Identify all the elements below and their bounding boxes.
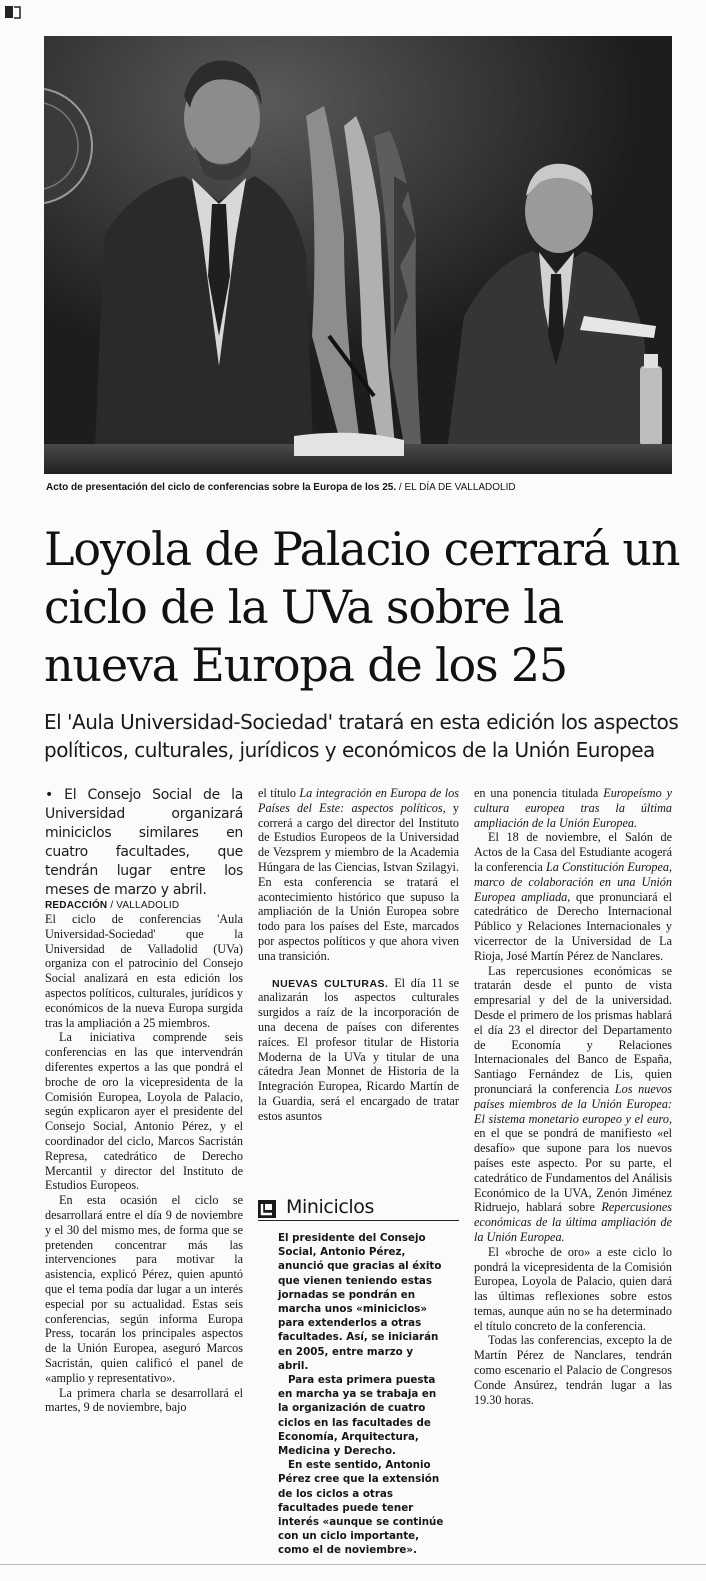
section-marker-icon — [258, 1200, 276, 1218]
news-photo — [44, 36, 672, 474]
subheadline: El 'Aula Universidad-Sociedad' tratará en esta edición los aspectos políticos, culturales, jurídicos y económicos de la Unión Europea — [44, 710, 679, 762]
body-paragraph — [474, 964, 672, 1245]
column-3 — [474, 786, 672, 1407]
summary-bullet: • El Consejo Social de la Universidad organizará miniciclos similares en cuatro facultades, que tendrán lugar entre los meses de marzo y abril. — [45, 787, 243, 898]
body-paragraph — [474, 786, 672, 830]
body-paragraph: En esta ocasión el ciclo se desarrollará entre el día 9 de noviembre y el 30 del mismo mes, de forma que se pretenden concentrar más las intervenciones para motivar la asistencia, explicó Pérez, quien apuntó que el tema podía dar lugar a un interés especial por su actualidad. Estas seis conferencias, según informa Europa Press, tocarán los principales aspectos de la Unión Europea, aseguró Marcos Sacristán, quien calificó el panel de «amplio y representativo». — [45, 1193, 243, 1385]
body-paragraph: La iniciativa comprende seis conferencias en las que intervendrán diferentes expertos a las que pondrá el broche de oro la vicepresidenta de la Comisión Europea, Loyola de Palacio, según explicaron ayer el presidente del Consejo Social, Antonio Pérez, y el coordinador del ciclo, Marcos Sacristán Represa, catedrático de Derecho Mercantil y director del Instituto de Estudios Europeos. — [45, 1030, 243, 1193]
body-paragraph: El «broche de oro» a este ciclo lo pondrá la vicepresidenta de la Comisión Europea, Loyola de Palacio, quien dará las últimas reflexiones sobre estos temas, aunque aún no se ha determinado el título concreto de la conferencia. — [474, 1244, 672, 1333]
text-run: Las repercusiones económicas se tratarán desde el punto de vista empresarial y del de la universidad. Desde el primero de los prismas hablará el día 23 el director del Departamento de Economía y Relaciones Internacionales del Banco de España, Santiago Fernández de Lis, quien pronunciará la conferencia — [474, 963, 672, 1096]
scan-mark-icon — [4, 4, 22, 20]
photo-credit: / EL DÍA DE VALLADOLID — [398, 482, 516, 493]
conference-title: Europeísmo y cultura europea tras la última ampliación de la Unión Europea. — [474, 786, 673, 830]
conference-title: La integración en Europa de los Países del Este: aspectos políticos — [258, 786, 459, 815]
sidebar-body — [258, 1231, 459, 1558]
text-run: El día 11 se analizarán los aspectos culturales surgidos a raíz de la incorporación de una decena de países con diferentes raíces. El profesor titular de Historia Moderna de la UVa y titular de una cátedra Jean Monnet de Historia de la Integración Europea, Ricardo Martín de la Guardia, será el encargado de tratar estos asuntos — [258, 975, 460, 1123]
page-bottom-rule — [0, 1564, 706, 1565]
conference-title: Los nuevos países miembros de la Unión Europea: El sistema monetario europeo y el euro — [474, 1081, 672, 1126]
text-run: , en el que se pondrá de manifiesto «el desafío» que supone para los nuevos países este aspecto. Por su parte, el catedrático de Fundamentos del Análisis Económico de la UVA, Zenón Jiménez Ridruejo, hablará sobre — [474, 1111, 672, 1215]
body-paragraph — [258, 786, 459, 964]
body-paragraph: La primera charla se desarrollará el martes, 9 de noviembre, bajo — [45, 1385, 243, 1415]
text-run: , y correrá a cargo del director del Instituto de Estudios Europeos de la Universidad de Vezsprem y miembro de la Academia Húngara de las Ciencias, Istvan Szilagyi. En esta conferencia se tratará el acontecimiento histórico que supuso la ampliación de la Unión Europea sobre todo para los países del Este, marcados por aspectos políticos y que ahora viven una transición. — [258, 800, 460, 963]
body-paragraph — [258, 976, 459, 1124]
caption-text: Acto de presentación del ciclo de conferencias sobre la Europa de los 25. — [46, 482, 397, 493]
body-paragraph — [474, 830, 672, 963]
sidebar-miniciclos — [258, 1196, 459, 1558]
section-runin: NUEVAS CULTURAS. — [272, 977, 389, 990]
byline-place: / VALLADOLID — [110, 900, 180, 911]
conference-title: Repercusiones económicas de la última ampliación de la Unión Europea. — [474, 1200, 672, 1244]
body-paragraph: El ciclo de conferencias 'Aula Universidad-Sociedad' que la Universidad de Valladolid (UVa) organiza con el patrocinio del Consejo Social analizará en esta edición los aspectos políticos, culturales, jurídicos y económicos de la nueva Europa surgida tras la ampliación a 25 miembros. — [45, 912, 243, 1030]
text-run: El 18 de noviembre, el Salón de Actos de la Casa del Estudiante acogerá la conferencia — [474, 830, 672, 874]
photo-caption — [46, 482, 686, 493]
sidebar-paragraph: En este sentido, Antonio Pérez cree que la extensión de los ciclos a otras facultades puede tener interés «aunque se continúe con un ciclo importante, como el de noviembre». — [278, 1459, 444, 1557]
text-run: en una ponencia titulada — [474, 786, 604, 800]
sidebar-header — [258, 1196, 459, 1221]
body-paragraph: Todas las conferencias, excepto la de Martín Pérez de Nanclares, tendrán como escenario el Palacio de Congresos Conde Ansúrez, tendrán lugar a las 19.30 horas. — [474, 1333, 672, 1407]
text-run: el título — [258, 786, 300, 800]
conference-title: La Constitución Europea, marco de colaboración en una Unión Europea ampliada — [474, 859, 672, 904]
sidebar-title: Miniciclos — [286, 1196, 374, 1218]
byline — [45, 900, 243, 911]
headline: Loyola de Palacio cerrará un ciclo de la UVa sobre la nueva Europa de los 25 — [44, 522, 680, 692]
column-1 — [45, 786, 243, 1415]
byline-source: REDACCIÓN — [45, 900, 108, 911]
text-run: , que pronunciará el catedrático de Derecho Internacional Público y Relaciones Internacionales y vicerrector de la Universidad de La Rioja, José Martín Pérez de Nanclares. — [474, 889, 673, 963]
column-2 — [258, 786, 459, 1124]
sidebar-paragraph: El presidente del Consejo Social, Antonio Pérez, anunció que gracias al éxito que vienen teniendo estas jornadas se pondrán en marcha unos «miniciclos» para extenderlos a otras facultades. Así, se iniciarán en 2005, entre marzo y abril. — [278, 1232, 442, 1372]
sidebar-paragraph: Para esta primera puesta en marcha ya se trabaja en la organización de cuatro ciclos en las facultades de Economía, Arquitectura, Medicina y Derecho. — [278, 1374, 437, 1458]
